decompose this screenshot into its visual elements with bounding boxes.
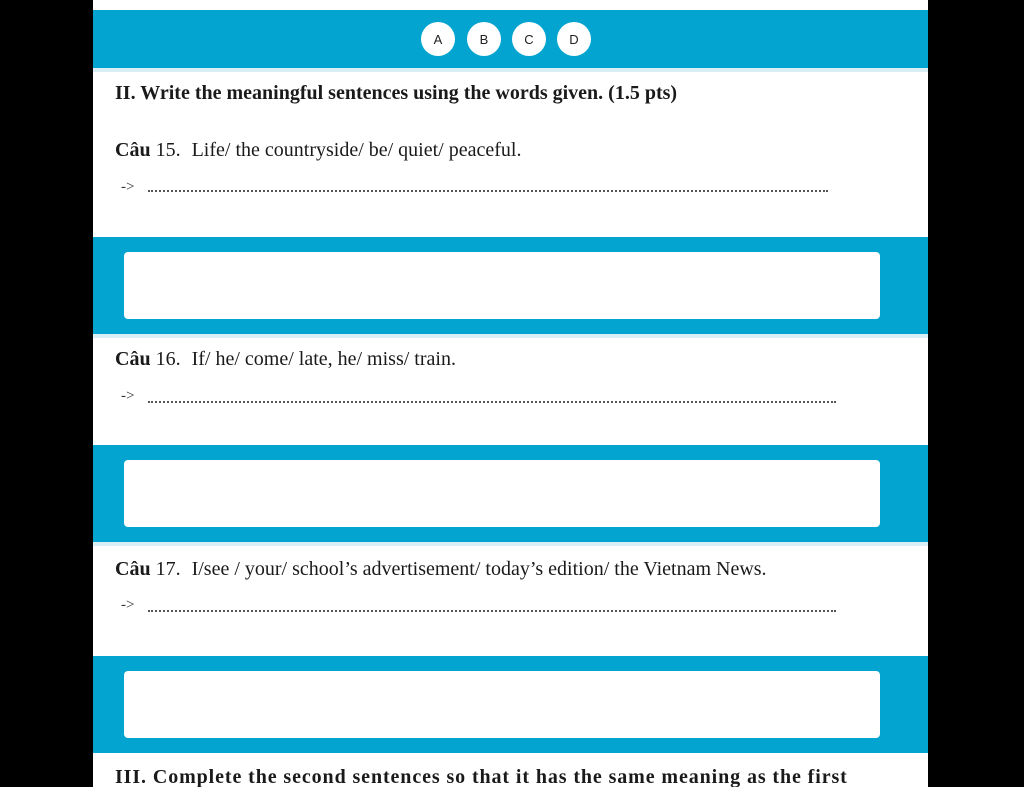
answer-arrow: ->: [121, 388, 135, 404]
answer-input-17[interactable]: [124, 671, 880, 738]
divider: [93, 542, 928, 546]
question-number: 15.: [155, 139, 181, 161]
question-17: [115, 558, 767, 581]
answer-band-16: [93, 445, 928, 542]
answer-band-17: [93, 656, 928, 753]
choice-c-button[interactable]: C: [512, 22, 546, 56]
divider: [93, 68, 928, 72]
top-margin: [93, 0, 928, 10]
question-label: Câu: [115, 558, 151, 580]
question-label: Câu: [115, 139, 151, 161]
question-16: [115, 348, 456, 371]
answer-dotted-line: [148, 190, 828, 192]
answer-input-16[interactable]: [124, 460, 880, 527]
choice-a-button[interactable]: A: [421, 22, 455, 56]
section-2-title: II. Write the meaningful sentences using the words given. (1.5 pts): [115, 82, 678, 104]
answer-choice-bar: [93, 10, 928, 68]
answer-dotted-line: [148, 610, 836, 612]
answer-arrow: ->: [121, 597, 135, 613]
question-prompt: Life/ the countryside/ be/ quiet/ peaceful.: [191, 139, 522, 161]
question-number: 16.: [155, 348, 181, 370]
answer-input-15[interactable]: [124, 252, 880, 319]
question-number: 17.: [155, 558, 181, 580]
worksheet-page: [93, 0, 928, 787]
question-15: [115, 139, 521, 162]
choice-d-button[interactable]: D: [557, 22, 591, 56]
section-3-title: III. Complete the second sentences so that it has the same meaning as the first: [115, 766, 848, 787]
question-prompt: If/ he/ come/ late, he/ miss/ train.: [191, 348, 456, 370]
answer-band-15: [93, 237, 928, 334]
question-label: Câu: [115, 348, 151, 370]
question-prompt: I/see / your/ school’s advertisement/ today’s edition/ the Vietnam News.: [191, 558, 767, 580]
answer-dotted-line: [148, 401, 836, 403]
answer-arrow: ->: [121, 179, 135, 195]
divider: [93, 334, 928, 338]
choice-b-button[interactable]: B: [467, 22, 501, 56]
